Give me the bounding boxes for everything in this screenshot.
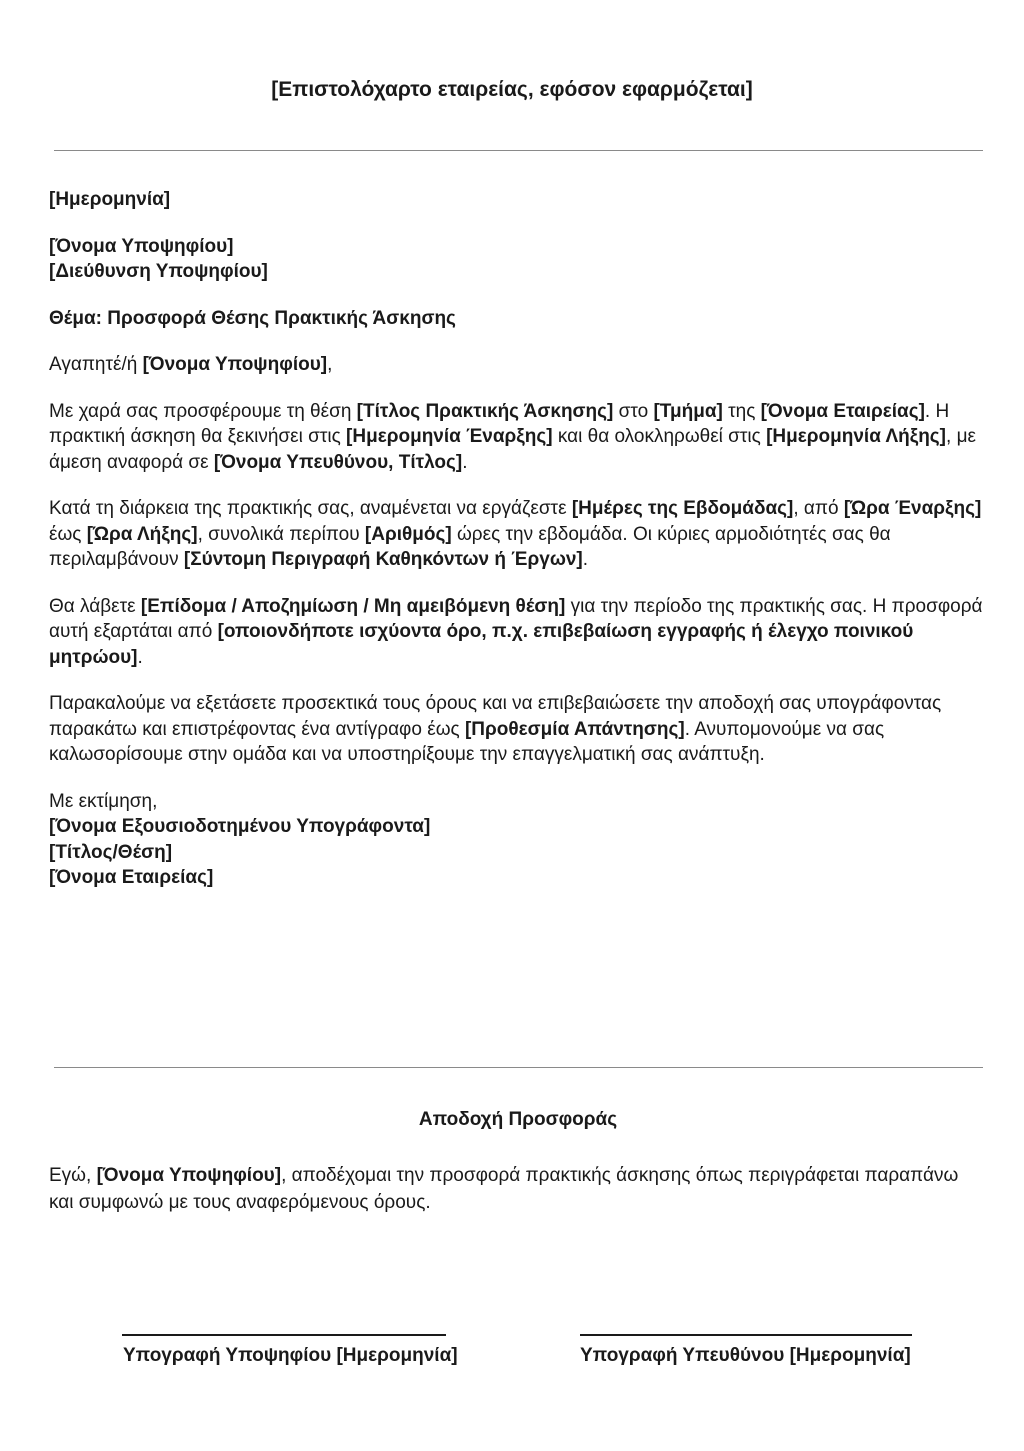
closing-block xyxy=(49,789,984,891)
paragraph-compensation: Θα λάβετε [Επίδομα / Αποζημίωση / Μη αμειβόμενη θέση] για την περίοδο της πρακτικής σας. Η προσφορά αυτή εξαρτάται από [οποιονδήποτε ισχύοντα όρο, π.χ. επιβεβαίωση εγγραφής ή έλεγχο ποινικού μητρώου]. xyxy=(49,595,983,668)
signer-title: [Τίτλος/Θέση] xyxy=(49,841,173,863)
candidate-signature-line xyxy=(122,1334,446,1336)
signer-name: [Όνομα Εξουσιοδοτημένου Υπογράφοντα] xyxy=(49,816,431,837)
paragraph-schedule: Κατά τη διάρκεια της πρακτικής σας, αναμένεται να εργάζεστε [Ημέρες της Εβδομάδας], από [Ώρα Έναρξης] έως [Ώρα Λήξης], συνολικά περίπου [Αριθμός] ώρες την εβδομάδα. Οι κύριες αρμοδιότητές σας θα περιλαμβάνουν [Σύντομη Περιγραφή Καθηκόντων ή Έργων]. xyxy=(49,498,982,570)
top-divider xyxy=(54,150,983,151)
manager-signature-line xyxy=(580,1334,912,1336)
manager-signature-label: Υπογραφή Υπευθύνου [Ημερομηνία] xyxy=(580,1345,911,1366)
bottom-divider xyxy=(54,1067,983,1068)
greeting: Αγαπητέ/ή [Όνομα Υποψηφίου], xyxy=(49,354,333,375)
recipient-address: [Διεύθυνση Υποψηφίου] xyxy=(49,261,268,282)
paragraph-response: Παρακαλούμε να εξετάσετε προσεκτικά τους όρους και να επιβεβαιώσετε την αποδοχή σας υπογράφοντας παρακάτω και επιστρέφοντας ένα αντίγραφο έως [Προθεσμία Απάντησης]. Ανυπομονούμε να σας καλωσορίσουμε στην ομάδα και να υποστηρίξουμε την επαγγελματική σας ανάπτυξη. xyxy=(49,693,942,765)
date-line: [Ημερομηνία] xyxy=(49,189,171,210)
company-name: [Όνομα Εταιρείας] xyxy=(49,867,214,888)
recipient-name: [Όνομα Υποψηφίου] xyxy=(49,235,234,257)
acceptance-title: Αποδοχή Προσφοράς xyxy=(418,1109,618,1130)
letterhead: [Επιστολόχαρτο εταιρείας, εφόσον εφαρμόζεται] xyxy=(271,78,753,101)
letter-body xyxy=(49,187,984,891)
paragraph-offer: Με χαρά σας προσφέρουμε τη θέση [Τίτλος Πρακτικής Άσκησης] στο [Τμήμα] της [Όνομα Εταιρείας]. Η πρακτική άσκηση θα ξεκινήσει στις [Ημερομηνία Έναρξης] και θα ολοκληρωθεί στις [Ημερομηνία Λήξης], με άμεση αναφορά σε [Όνομα Υπευθύνου, Τίτλος]. xyxy=(49,400,976,473)
candidate-signature-label: Υπογραφή Υποψηφίου [Ημερομηνία] xyxy=(123,1345,458,1366)
acceptance-text: Εγώ, [Όνομα Υποψηφίου], αποδέχομαι την προσφορά πρακτικής άσκησης όπως περιγράφεται παραπάνω και συμφωνώ με τους αναφερόμενους όρους. xyxy=(49,1165,959,1213)
recipient-block xyxy=(49,234,984,285)
subject-line: Θέμα: Προσφορά Θέσης Πρακτικής Άσκησης xyxy=(49,307,456,329)
closing-salutation: Με εκτίμηση, xyxy=(49,790,158,812)
